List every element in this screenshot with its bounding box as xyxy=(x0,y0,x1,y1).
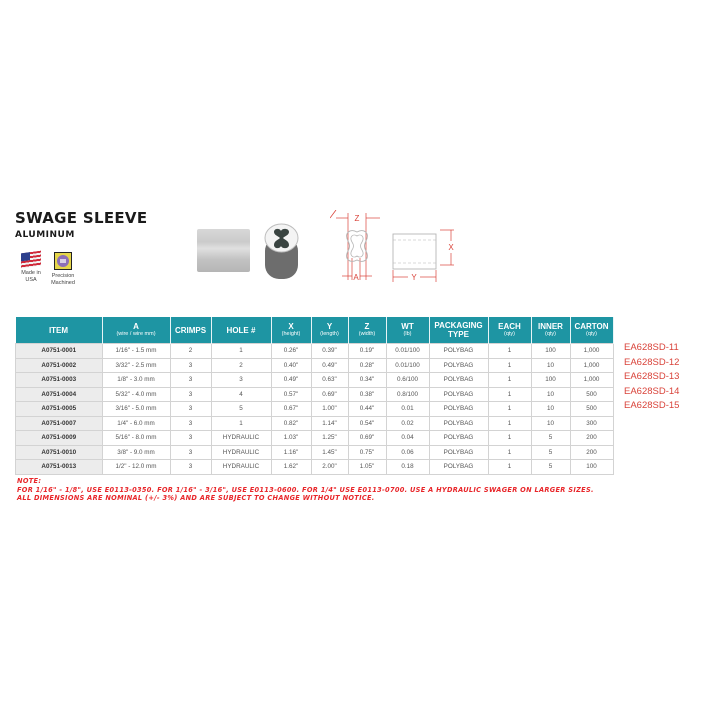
column-header-z: Z (width) xyxy=(348,317,386,344)
inner-qty: 5 xyxy=(531,431,570,446)
wire-size: 5/16" - 8.0 mm xyxy=(102,431,170,446)
wire-size: 3/32" - 2.5 mm xyxy=(102,358,170,373)
inner-qty: 5 xyxy=(531,460,570,475)
table-row xyxy=(16,431,614,446)
column-header-inner: INNER (qty) xyxy=(531,317,570,344)
length: 1.25" xyxy=(311,431,348,446)
packaging-type: POLYBAG xyxy=(429,445,488,460)
note-line-tolerance: ALL DIMENSIONS ARE NOMINAL (+/- 3%) AND ARE SUBJECT TO CHANGE WITHOUT NOTICE. xyxy=(17,494,375,502)
crimps: 3 xyxy=(170,445,211,460)
item-number: A0751-0013 xyxy=(16,460,103,475)
each-qty: 1 xyxy=(488,416,531,431)
item-number: A0751-0007 xyxy=(16,416,103,431)
cross-reference-part-number: EA628SD-11 xyxy=(624,342,679,353)
item-number: A0751-0001 xyxy=(16,344,103,359)
item-number: A0751-0003 xyxy=(16,373,103,388)
carton-qty: 200 xyxy=(570,431,613,446)
column-header-y: Y (length) xyxy=(311,317,348,344)
note-line-tooling: FOR 1/16" - 1/8", USE E0113-0350. FOR 1/16" - 3/16", USE E0113-0600. FOR 1/4" USE E0113-0700. USE A HYDRAULIC SWAGER ON LARGER SIZES. xyxy=(17,485,594,494)
dimension-diagram xyxy=(330,210,460,290)
packaging-type: POLYBAG xyxy=(429,402,488,417)
wire-size: 1/2" - 12.0 mm xyxy=(102,460,170,475)
inner-qty: 10 xyxy=(531,358,570,373)
packaging-type: POLYBAG xyxy=(429,373,488,388)
length: 2.00" xyxy=(311,460,348,475)
weight: 0.01 xyxy=(386,402,429,417)
hole-number: HYDRAULIC xyxy=(211,431,271,446)
column-header-x: X (height) xyxy=(271,317,311,344)
crimps: 3 xyxy=(170,358,211,373)
each-qty: 1 xyxy=(488,402,531,417)
cross-reference-part-number: EA628SD-14 xyxy=(624,385,680,397)
packaging-type: POLYBAG xyxy=(429,416,488,431)
carton-qty: 300 xyxy=(570,416,613,431)
packaging-type: POLYBAG xyxy=(429,431,488,446)
hole-number: 5 xyxy=(211,402,271,417)
item-number: A0751-0005 xyxy=(16,402,103,417)
weight: 0.6/100 xyxy=(386,373,429,388)
height: 0.26" xyxy=(271,344,311,359)
product-material: ALUMINUM xyxy=(15,230,75,240)
inner-qty: 10 xyxy=(531,416,570,431)
column-header-each: EACH (qty) xyxy=(488,317,531,344)
each-qty: 1 xyxy=(488,344,531,359)
item-number: A0751-0002 xyxy=(16,358,103,373)
width: 1.05" xyxy=(348,460,386,475)
packaging-type: POLYBAG xyxy=(429,358,488,373)
height: 0.49" xyxy=(271,373,311,388)
crimps: 3 xyxy=(170,387,211,402)
each-qty: 1 xyxy=(488,445,531,460)
spec-table xyxy=(15,317,614,475)
inner-qty: 100 xyxy=(531,373,570,388)
weight: 0.02 xyxy=(386,416,429,431)
wire-size: 1/16" - 1.5 mm xyxy=(102,344,170,359)
carton-qty: 1,000 xyxy=(570,358,613,373)
item-number: A0751-0009 xyxy=(16,431,103,446)
table-row xyxy=(16,416,614,431)
crimps: 3 xyxy=(170,460,211,475)
cross-reference-part-number: EA628SD-12 xyxy=(624,356,680,368)
crimps: 2 xyxy=(170,344,211,359)
each-qty: 1 xyxy=(488,387,531,402)
badge-label: USA xyxy=(25,277,37,283)
hole-number: HYDRAULIC xyxy=(211,445,271,460)
inner-qty: 10 xyxy=(531,402,570,417)
column-header-a: A (wire / wire mm) xyxy=(102,317,170,344)
weight: 0.8/100 xyxy=(386,387,429,402)
width: 0.38" xyxy=(348,387,386,402)
made-in-usa-badge xyxy=(13,252,49,284)
length: 0.49" xyxy=(311,358,348,373)
each-qty: 1 xyxy=(488,460,531,475)
hole-number: 1 xyxy=(211,416,271,431)
weight: 0.18 xyxy=(386,460,429,475)
each-qty: 1 xyxy=(488,373,531,388)
weight: 0.01/100 xyxy=(386,344,429,359)
each-qty: 1 xyxy=(488,358,531,373)
each-qty: 1 xyxy=(488,431,531,446)
hole-number: 1 xyxy=(211,344,271,359)
hole-number: 4 xyxy=(211,387,271,402)
product-title: SWAGE SLEEVE xyxy=(15,209,148,227)
packaging-type: POLYBAG xyxy=(429,460,488,475)
swage-sleeve-end-photo xyxy=(263,223,301,280)
dimension-label-a: A xyxy=(353,273,359,282)
column-header-wt: WT (lb) xyxy=(386,317,429,344)
crimps: 3 xyxy=(170,431,211,446)
carton-qty: 500 xyxy=(570,402,613,417)
crimps: 3 xyxy=(170,416,211,431)
length: 0.63" xyxy=(311,373,348,388)
table-row xyxy=(16,387,614,402)
height: 0.82" xyxy=(271,416,311,431)
packaging-type: POLYBAG xyxy=(429,387,488,402)
table-header-row xyxy=(16,317,614,344)
cross-reference-part-number: EA628SD-15 xyxy=(624,400,680,412)
badge-label: Made in xyxy=(21,270,41,276)
length: 1.45" xyxy=(311,445,348,460)
dimension-label-x: X xyxy=(448,243,454,252)
weight: 0.04 xyxy=(386,431,429,446)
column-header-carton: CARTON (qty) xyxy=(570,317,613,344)
badge-label: Machined xyxy=(51,280,75,286)
height: 0.40" xyxy=(271,358,311,373)
inner-qty: 100 xyxy=(531,344,570,359)
dimension-label-y: Y xyxy=(411,273,417,282)
width: 0.19" xyxy=(348,344,386,359)
width: 0.69" xyxy=(348,431,386,446)
column-header-item: ITEM xyxy=(16,317,103,344)
column-header-hole: HOLE # xyxy=(211,317,271,344)
carton-qty: 1,000 xyxy=(570,373,613,388)
table-row xyxy=(16,445,614,460)
carton-qty: 100 xyxy=(570,460,613,475)
usa-flag-icon xyxy=(21,251,41,269)
wire-size: 1/8" - 3.0 mm xyxy=(102,373,170,388)
height: 0.67" xyxy=(271,402,311,417)
height: 1.03" xyxy=(271,431,311,446)
length: 0.39" xyxy=(311,344,348,359)
height: 0.57" xyxy=(271,387,311,402)
precision-machined-icon xyxy=(54,252,72,270)
height: 1.16" xyxy=(271,445,311,460)
cross-reference-list xyxy=(624,341,679,414)
width: 0.28" xyxy=(348,358,386,373)
wire-size: 1/4" - 6.0 mm xyxy=(102,416,170,431)
packaging-type: POLYBAG xyxy=(429,344,488,359)
table-row xyxy=(16,358,614,373)
hole-number: HYDRAULIC xyxy=(211,460,271,475)
inner-qty: 5 xyxy=(531,445,570,460)
carton-qty: 500 xyxy=(570,387,613,402)
crimps: 3 xyxy=(170,373,211,388)
swage-sleeve-side-photo xyxy=(197,229,250,272)
width: 0.44" xyxy=(348,402,386,417)
item-number: A0751-0010 xyxy=(16,445,103,460)
width: 0.34" xyxy=(348,373,386,388)
length: 1.14" xyxy=(311,416,348,431)
note-heading: NOTE: xyxy=(17,477,42,485)
crimps: 3 xyxy=(170,402,211,417)
dimension-label-z: Z xyxy=(354,214,360,223)
column-header-packaging: PACKAGING TYPE xyxy=(429,317,488,344)
note-block xyxy=(17,477,594,503)
hole-number: 3 xyxy=(211,373,271,388)
badge-label: Precision xyxy=(51,273,75,279)
wire-size: 5/32" - 4.0 mm xyxy=(102,387,170,402)
length: 0.69" xyxy=(311,387,348,402)
carton-qty: 1,000 xyxy=(570,344,613,359)
cross-reference-part-number: EA628SD-13 xyxy=(624,371,680,383)
length: 1.00" xyxy=(311,402,348,417)
wire-size: 3/8" - 9.0 mm xyxy=(102,445,170,460)
column-header-crimps: CRIMPS xyxy=(170,317,211,344)
item-number: A0751-0004 xyxy=(16,387,103,402)
carton-qty: 200 xyxy=(570,445,613,460)
width: 0.75" xyxy=(348,445,386,460)
table-row xyxy=(16,460,614,475)
height: 1.62" xyxy=(271,460,311,475)
hole-number: 2 xyxy=(211,358,271,373)
table-row xyxy=(16,402,614,417)
table-row xyxy=(16,344,614,359)
weight: 0.01/100 xyxy=(386,358,429,373)
precision-machined-badge xyxy=(45,252,81,287)
inner-qty: 10 xyxy=(531,387,570,402)
weight: 0.06 xyxy=(386,445,429,460)
width: 0.54" xyxy=(348,416,386,431)
table-row xyxy=(16,373,614,388)
wire-size: 3/16" - 5.0 mm xyxy=(102,402,170,417)
